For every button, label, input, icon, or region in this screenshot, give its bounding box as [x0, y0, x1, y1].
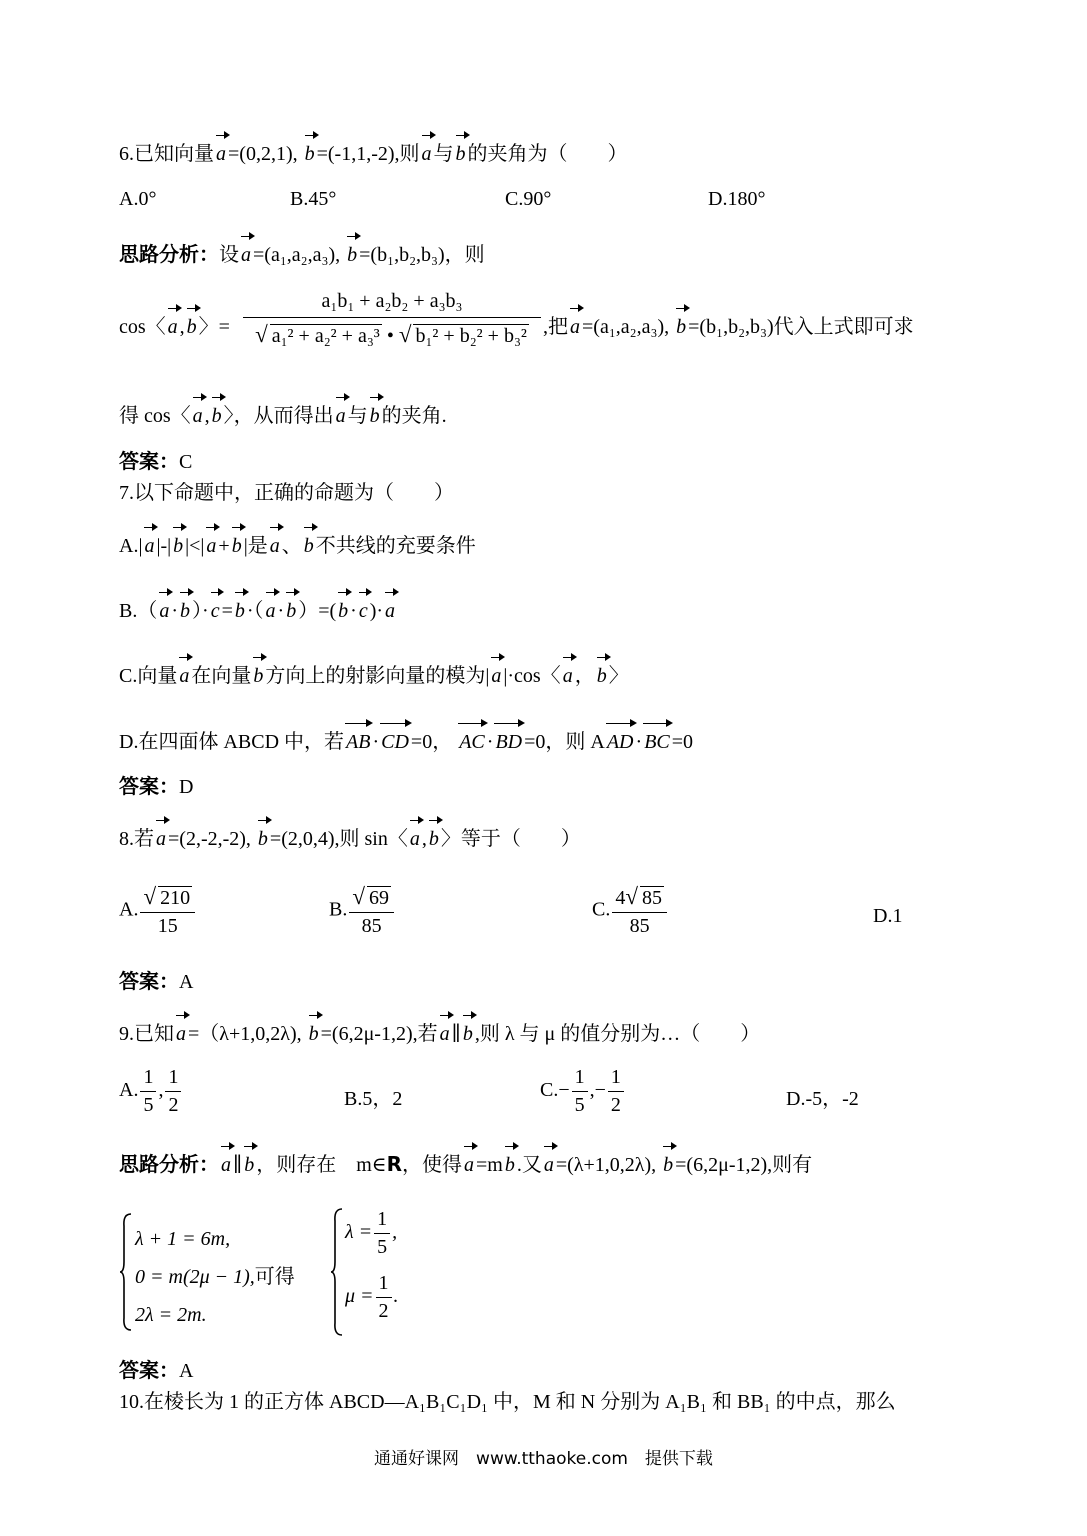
q6-analysis — [119, 240, 485, 269]
text: =(2,0,4),则 sin〈 — [269, 828, 408, 850]
vector-b: b — [454, 140, 468, 168]
vector-a: a — [177, 662, 191, 690]
text: B.（ — [119, 600, 158, 622]
vector-a: a — [174, 1020, 188, 1048]
vector-b: b — [242, 1151, 256, 1179]
text: =(b₁,b₂,b₃)，则 — [359, 244, 485, 266]
fraction — [349, 884, 394, 938]
system-2 — [345, 1208, 399, 1323]
text: 15 — [157, 915, 178, 937]
q8-option-b — [329, 884, 396, 938]
vector-a: a — [219, 1151, 233, 1179]
sqrt-icon: √ — [352, 884, 365, 909]
text: ∥ — [233, 1154, 243, 1176]
left-brace-icon — [330, 1207, 344, 1337]
text: 69 — [368, 887, 389, 909]
text: 不共线的充要条件 — [315, 535, 476, 557]
q6-result: 得 cos〈 a , b 〉，从而得出 a 与 b 的夹角. — [119, 402, 447, 430]
text: =m — [476, 1154, 503, 1176]
text: ）=( — [298, 600, 337, 622]
text: μ = — [345, 1285, 374, 1308]
text: )· — [369, 600, 384, 622]
text: 、 — [281, 535, 302, 557]
text: 8.若 — [119, 828, 154, 850]
text: ·（ — [246, 600, 264, 622]
text: ,把 — [543, 316, 568, 338]
radicand-a: a₁² + a₂² + a₃³ — [271, 325, 380, 347]
text: =(a₁,a₂,a₃), — [582, 316, 670, 338]
q6-option-a: A.0° — [119, 188, 157, 210]
text: |是 — [243, 535, 268, 557]
radicand-b: b₁² + b₂² + b₃² — [415, 325, 527, 347]
vector-a: a — [408, 825, 422, 853]
vector-b: b — [210, 402, 224, 430]
q9-analysis — [119, 1150, 812, 1179]
vector-a: a — [214, 140, 228, 168]
answer-value: D — [179, 776, 194, 798]
vector-a: a — [239, 241, 253, 269]
vector-b: b — [233, 597, 247, 625]
sqrt-icon: √ — [143, 884, 157, 909]
answer-label: 答案： — [119, 449, 179, 473]
vector-ab: AB — [344, 728, 372, 756]
sqrt-icon: √ — [625, 884, 638, 909]
text: ∥ — [451, 1023, 461, 1045]
text: 〉，从而得出 — [223, 405, 334, 427]
text: λ = — [345, 1221, 373, 1244]
q6-cos-label: cos〈 a , b 〉= — [119, 313, 230, 341]
text: · — [171, 600, 179, 622]
q9-stem — [119, 1020, 760, 1048]
answer-value: C — [179, 451, 193, 473]
vector-a: a — [268, 532, 282, 560]
text: . — [393, 1285, 399, 1308]
text: cos〈 — [119, 316, 166, 338]
system-1 — [135, 1220, 295, 1334]
vector-b: b — [427, 825, 441, 853]
q9-option-d: D.-5，-2 — [786, 1088, 859, 1110]
text: · — [372, 731, 380, 753]
q7-option-a — [119, 532, 476, 560]
vector-a: a — [542, 1151, 556, 1179]
text: , — [589, 1079, 595, 1102]
vector-cd: CD — [379, 728, 411, 756]
text: 设 — [219, 244, 239, 266]
answer-label: 答案： — [119, 969, 179, 993]
text: =(λ+1,0,2λ), — [555, 1154, 657, 1176]
vector-ac: AC — [457, 728, 487, 756]
text: A. — [119, 1079, 139, 1102]
left-brace-icon — [119, 1212, 133, 1332]
text: C. — [592, 898, 611, 921]
q6-stem — [119, 140, 628, 168]
text: |-| — [156, 535, 172, 557]
equation-2 — [135, 1258, 295, 1296]
vector-c: c — [357, 597, 370, 625]
vector-a: a — [568, 313, 582, 341]
fraction — [612, 884, 667, 938]
analysis-label: 思路分析： — [119, 1152, 219, 1176]
formula-denominator — [243, 318, 541, 348]
text: 〉等于（ ） — [440, 828, 581, 850]
answer-label: 答案： — [119, 774, 179, 798]
real-set: R — [386, 1152, 403, 1176]
q6-option-c: C.90° — [505, 188, 552, 210]
text: 9.已知 — [119, 1023, 174, 1045]
q6-formula-tail — [543, 313, 914, 341]
text: = — [221, 600, 233, 622]
vector-b: b — [185, 313, 199, 341]
q8-stem: 8.若 a =(2,-2,-2), b =(2,0,4),则 sin〈 a , b 〉等于（ ） — [119, 825, 581, 853]
text: 的夹角. — [381, 405, 447, 427]
text: .又 — [516, 1154, 542, 1176]
answer-value: A — [179, 1360, 194, 1382]
text: ）· — [192, 600, 209, 622]
q6-option-b: B.45° — [290, 188, 337, 210]
q6-option-d: D.180° — [708, 188, 766, 210]
text: C.向量 — [119, 665, 178, 687]
vector-b: b — [503, 1151, 517, 1179]
vector-b: b — [256, 825, 270, 853]
text: · — [277, 600, 285, 622]
q7-stem: 7.以下命题中，正确的命题为（ ） — [119, 482, 454, 504]
vector-b: b — [302, 532, 316, 560]
text: B. — [329, 898, 348, 921]
text: ， — [574, 665, 595, 687]
text: =(6,2μ-1,2),则有 — [675, 1154, 813, 1176]
text: =(2,-2,-2), — [168, 828, 251, 850]
fraction: $\frac{1}{5}$ — [374, 1208, 390, 1259]
q9-option-a — [119, 1066, 183, 1117]
vector-a: a — [191, 402, 205, 430]
text: ，使得 — [402, 1154, 463, 1176]
text: + — [218, 535, 230, 557]
vector-b: b — [251, 662, 265, 690]
vector-bc: BC — [642, 728, 672, 756]
text: 85 — [641, 887, 662, 909]
text: |<| — [185, 535, 205, 557]
q6-answer — [119, 447, 192, 476]
vector-a: a — [204, 532, 218, 560]
text: 〉 — [608, 665, 629, 687]
text: 得 cos〈 — [119, 405, 191, 427]
fraction: $\frac{1}{5}$ — [572, 1066, 588, 1117]
text: =(0,2,1), — [228, 143, 298, 165]
text: A.| — [119, 535, 143, 557]
vector-a: a — [264, 597, 278, 625]
vector-c: c — [209, 597, 222, 625]
vector-a: a — [489, 662, 503, 690]
fraction: $\frac{1}{5}$ — [140, 1066, 156, 1117]
vector-b: b — [368, 402, 382, 430]
text: 4 — [615, 887, 626, 909]
analysis-label: 思路分析： — [119, 242, 219, 266]
vector-a: a — [157, 597, 171, 625]
vector-a: a — [462, 1151, 476, 1179]
vector-a: a — [334, 402, 348, 430]
text: =0 — [671, 731, 694, 753]
vector-b: b — [336, 597, 350, 625]
vector-b: b — [595, 662, 609, 690]
text: =（λ+1,0,2λ), — [188, 1023, 302, 1045]
vector-b: b — [307, 1020, 321, 1048]
text: 210 — [160, 887, 191, 909]
text: 6.已知向量 — [119, 143, 214, 165]
mu-value — [345, 1272, 399, 1323]
fraction — [140, 884, 195, 938]
text: 〉= — [198, 316, 230, 338]
text: =(a₁,a₂,a₃), — [253, 244, 341, 266]
fraction: $\frac{1}{2}$ — [376, 1272, 392, 1323]
vector-a: a — [561, 662, 575, 690]
text: 85 — [361, 915, 382, 937]
vector-b: b — [178, 597, 192, 625]
text: · — [350, 600, 357, 622]
text: 则 A — [565, 731, 605, 753]
text: 85 — [629, 915, 650, 937]
q8-answer — [119, 967, 193, 996]
vector-a: a — [383, 597, 397, 625]
text: C.− — [540, 1079, 570, 1102]
vector-a: a — [154, 825, 168, 853]
vector-b: b — [674, 313, 688, 341]
text: 可得 — [254, 1266, 295, 1288]
vector-a: a — [420, 140, 434, 168]
text: · — [486, 731, 494, 753]
q7-option-b — [119, 597, 397, 625]
vector-bd: BD — [493, 728, 524, 756]
text: |·cos〈 — [503, 665, 561, 687]
vector-b: b — [230, 532, 244, 560]
vector-ad: AD — [605, 728, 636, 756]
q10-stem: 10.在棱长为 1 的正方体 ABCD—A₁B₁C₁D₁ 中，M 和 N 分别为 A₁B₁ 和 BB₁ 的中点，那么 — [119, 1391, 896, 1413]
equation-3: 2λ = 2m. — [135, 1304, 207, 1326]
q7-answer — [119, 772, 193, 801]
text: =0， — [524, 731, 566, 753]
cos-formula — [243, 290, 541, 348]
q7-option-d — [119, 728, 693, 756]
text: 方向上的射影向量的模为| — [265, 665, 490, 687]
q8-option-a — [119, 884, 197, 938]
lambda-value — [345, 1208, 399, 1272]
formula-numerator: a₁b₁ + a₂b₂ + a₃b₃ — [243, 290, 541, 318]
text: 与 — [433, 143, 454, 165]
vector-b: b — [661, 1151, 675, 1179]
text: A. — [119, 898, 139, 921]
text: ,则 λ 与 μ 的值分别为…（ ） — [474, 1023, 761, 1045]
q9-option-b: B.5，2 — [344, 1088, 403, 1110]
q9-answer — [119, 1356, 193, 1385]
fraction: $\frac{1}{2}$ — [165, 1066, 181, 1117]
q8-option-d: D.1 — [873, 905, 903, 927]
text: , — [158, 1079, 164, 1102]
vector-b: b — [303, 140, 317, 168]
page-footer: 通通好课网 www.tthaoke.com 提供下载 — [374, 1449, 713, 1469]
text: 0 = m(2μ − 1), — [135, 1266, 255, 1288]
text: =(6,2μ-1,2),若 — [320, 1023, 438, 1045]
dot-icon: • — [386, 325, 394, 347]
sqrt-icon: √ — [255, 322, 268, 347]
vector-a: a — [142, 532, 156, 560]
q9-option-c — [540, 1066, 626, 1117]
vector-a: a — [166, 313, 180, 341]
sqrt-icon: √ — [398, 322, 412, 347]
text: − — [594, 1079, 606, 1102]
text: 在向量 — [191, 665, 252, 687]
text: , — [392, 1221, 398, 1244]
q7-option-c — [119, 662, 629, 690]
vector-b: b — [284, 597, 298, 625]
vector-a: a — [438, 1020, 452, 1048]
text: 与 — [347, 405, 368, 427]
text: ，则存在 m∈ — [256, 1154, 387, 1176]
equation-1: λ + 1 = 6m, — [135, 1228, 231, 1250]
text: · — [635, 731, 643, 753]
text: 的夹角为（ ） — [467, 143, 628, 165]
fraction: $\frac{1}{2}$ — [608, 1066, 624, 1117]
text: =(b₁,b₂,b₃)代入上式即可求 — [688, 316, 914, 338]
text: D.在四面体 ABCD 中，若 — [119, 731, 345, 753]
vector-b: b — [461, 1020, 475, 1048]
q8-option-c — [592, 884, 669, 938]
text: =(-1,1,-2),则 — [316, 143, 420, 165]
text: =0， — [410, 731, 453, 753]
answer-label: 答案： — [119, 1358, 179, 1382]
answer-value: A — [179, 971, 194, 993]
vector-b: b — [345, 241, 359, 269]
vector-b: b — [171, 532, 185, 560]
